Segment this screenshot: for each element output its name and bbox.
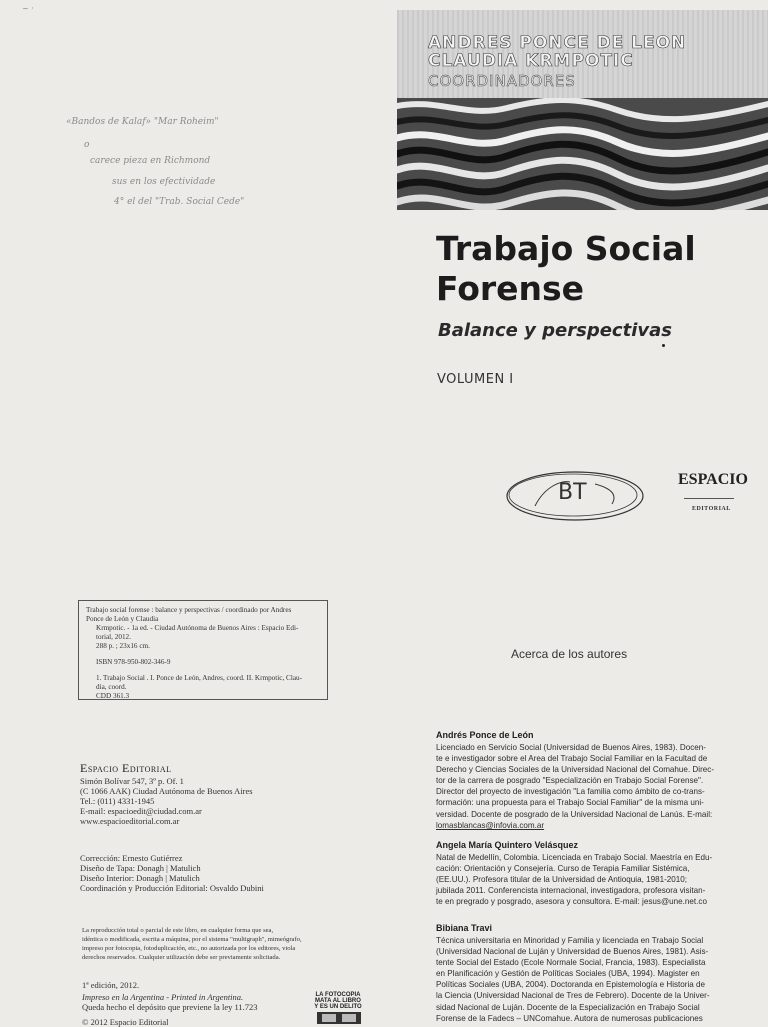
- wave-texture-image: [397, 98, 768, 210]
- bio-line: Técnica universitaria en Minoridad y Familia y licenciada en Trabajo Social: [436, 936, 704, 945]
- rights-line: La reproducción total o parcial de este libro, en cualquier forma que sea,: [82, 927, 274, 934]
- author-name: Angela María Quintero Velásquez: [436, 840, 579, 850]
- author-name: Andrés Ponce de León: [436, 730, 534, 740]
- credit-line: Corrección: Ernesto Gutiérrez: [80, 853, 183, 863]
- catalog-line: 1. Trabajo Social . I. Ponce de León, Andres, coord. II. Krmpotic, Clau-: [96, 674, 303, 682]
- catalog-line: Ponce de León y Claudia: [86, 615, 159, 623]
- bio-line: sidad Nacional de Luján. Docente de la Especialización en Trabajo Social: [436, 1002, 700, 1012]
- bio-line: tor de la carrera de posgrado "Especialización en Trabajo Social Forense".: [436, 776, 704, 786]
- catalog-line: Trabajo social forense : balance y perspectivas / coordinado por Andres: [86, 606, 292, 614]
- handwritten-mark-text: BT: [558, 480, 587, 505]
- cover-author: ANDRES PONCE DE LEON: [428, 33, 687, 53]
- catalog-line: dia, coord.: [96, 683, 127, 691]
- credit-line: Diseño de Tapa: Donagh | Matulich: [80, 863, 201, 873]
- corner-scribble: ~ ·: [22, 4, 34, 13]
- bio-line: Derecho y Ciencias Sociales de la Universidad Nacional del Comahue. Direc-: [436, 765, 715, 775]
- publisher-address-line: (C 1066 AAK) Ciudad Autónoma de Buenos Aires: [80, 786, 253, 796]
- book-subtitle: Balance y perspectivas: [438, 320, 672, 341]
- book-title-line: Forense: [436, 269, 585, 308]
- rights-line: idéntica o modificada, escrita a máquina, por el sistema "multigraph", mimeógrafo,: [82, 936, 302, 943]
- bio-line: jubilada 2011. Conferencista internacional, investigadora, profesora visitan-: [436, 886, 706, 896]
- bio-line: formación: una propuesta para el Trabajo Social Familiar" de la misma uni-: [436, 798, 704, 808]
- catalog-spacer: [86, 651, 320, 658]
- handwritten-note: o: [84, 140, 90, 150]
- author-bio: [436, 742, 714, 831]
- bio-line: versidad. Docente de posgrado de la Universidad Nacional de Lanús. E-mail:: [436, 809, 713, 819]
- cover-role: COORDINADORES: [428, 72, 576, 90]
- publisher-address-line: www.espacioeditorial.com.ar: [80, 816, 180, 826]
- volume-label: VOLUMEN I: [437, 372, 514, 387]
- catalog-line: torial, 2012.: [96, 633, 131, 641]
- book-title-line: Trabajo Social: [436, 229, 696, 268]
- bio-line: Natal de Medellín, Colombia. Licenciada en Trabajo Social. Maestría en Edu-: [436, 853, 713, 862]
- bio-line: Políticas Sociales (UBA, 2004). Doctoranda en Epistemología e Historia de: [436, 980, 706, 990]
- edition-line: Impreso en la Argentina - Printed in Argentina.: [82, 992, 244, 1002]
- handwritten-note: «Bandos de Kalaf» "Mar Roheim": [66, 117, 219, 127]
- bio-line: cación: Orientación y Consejería. Curso de Terapia Familiar Sistémica,: [436, 864, 690, 874]
- photocopy-warning-stamp: LA FOTOCOPIA MATA AL LIBRO Y ES UN DELITO: [314, 992, 362, 1010]
- credit-line: Diseño Interior: Donagh | Matulich: [80, 873, 200, 883]
- about-authors-heading: Acerca de los autores: [511, 647, 628, 661]
- publisher-address-line: Tel.: (011) 4331-1945: [80, 796, 155, 806]
- edition-line: Queda hecho el depósito que previene la ley 11.723: [82, 1002, 258, 1012]
- rights-line: impreso por fotocopia, fotoduplicación, etc., no autorizada por los editores, viola: [82, 945, 296, 952]
- logo-rule: [684, 498, 734, 499]
- handwritten-note: sus en los efectividade: [112, 177, 216, 187]
- rights-line: derechos reservados. Cualquier utilización debe ser previamente solicitada.: [82, 954, 281, 961]
- cover-dot: [662, 344, 665, 347]
- publisher-address-line: E-mail: espacioedit@ciudad.com.ar: [80, 806, 202, 816]
- bio-line: Director del proyecto de investigación "La familia como ámbito de co-trans-: [436, 787, 705, 797]
- catalog-line: CDD 361.3: [96, 692, 130, 700]
- edition-line: 1ª edición, 2012.: [82, 980, 140, 990]
- handwritten-note: carece pieza en Richmond: [90, 156, 211, 166]
- catalog-line: Krmpotic. - 1a ed. - Ciudad Autónoma de Buenos Aires : Espacio Edi-: [96, 624, 299, 632]
- bio-line: tente Social del Estado (Ecole Normale Social, Francia, 1983). Especialista: [436, 958, 706, 968]
- cover-author: CLAUDIA KRMPOTIC: [428, 51, 634, 71]
- publisher-address-line: Simón Bolívar 547, 3º p. Of. 1: [80, 776, 184, 786]
- stamp-book-icon: [314, 1011, 364, 1024]
- publisher-logo: ESPACIO: [678, 471, 748, 488]
- bio-line: te en pregrado y posgrado, asesora y consultora. E-mail: jesus@une.net.co: [436, 897, 707, 907]
- author-name: Bibiana Travi: [436, 923, 493, 933]
- catalog-line: 288 p. ; 23x16 cm.: [96, 642, 150, 650]
- author-bio: [436, 935, 710, 1024]
- bio-line: (EE.UU.). Profesora titular de la Universidad de Antioquia, 1981-2010;: [436, 875, 688, 885]
- publisher-logo-sub: EDITORIAL: [692, 506, 731, 512]
- author-bio: [436, 852, 712, 907]
- bio-line: en Planificación y Gestión de Políticas Sociales (UBA, 1994). Magister en: [436, 969, 700, 979]
- catalog-spacer: [86, 667, 320, 674]
- bio-line: Forense de la Fadecs – UNComahue. Autora de numerosas publicaciones: [436, 1013, 703, 1023]
- publisher-name: Espacio Editorial: [80, 761, 172, 775]
- bio-line: (Universidad Nacional de Luján y Universidad de Buenos Aires, 1981). Asis-: [436, 947, 709, 957]
- author-email: lomasblancas@infovia.com.ar: [436, 820, 545, 830]
- catalog-record: [78, 600, 328, 700]
- copyright-line: © 2012 Espacio Editorial: [82, 1017, 169, 1027]
- bio-line: la Ciencia (Universidad Nacional de Tres de Febrero). Docente de la Univer-: [436, 991, 710, 1001]
- bio-line: Licenciado en Servicio Social (Universidad de Buenos Aires, 1983). Docen-: [436, 743, 706, 752]
- handwritten-note: 4° el del "Trab. Social Cede": [114, 197, 245, 207]
- bio-line: te e investigador sobre el Area del Trabajo Social Familiar en la Facultad de: [436, 754, 708, 764]
- credit-line: Coordinación y Producción Editorial: Osvaldo Dubini: [80, 883, 264, 893]
- catalog-line: ISBN 978-950-802-346-9: [96, 658, 171, 666]
